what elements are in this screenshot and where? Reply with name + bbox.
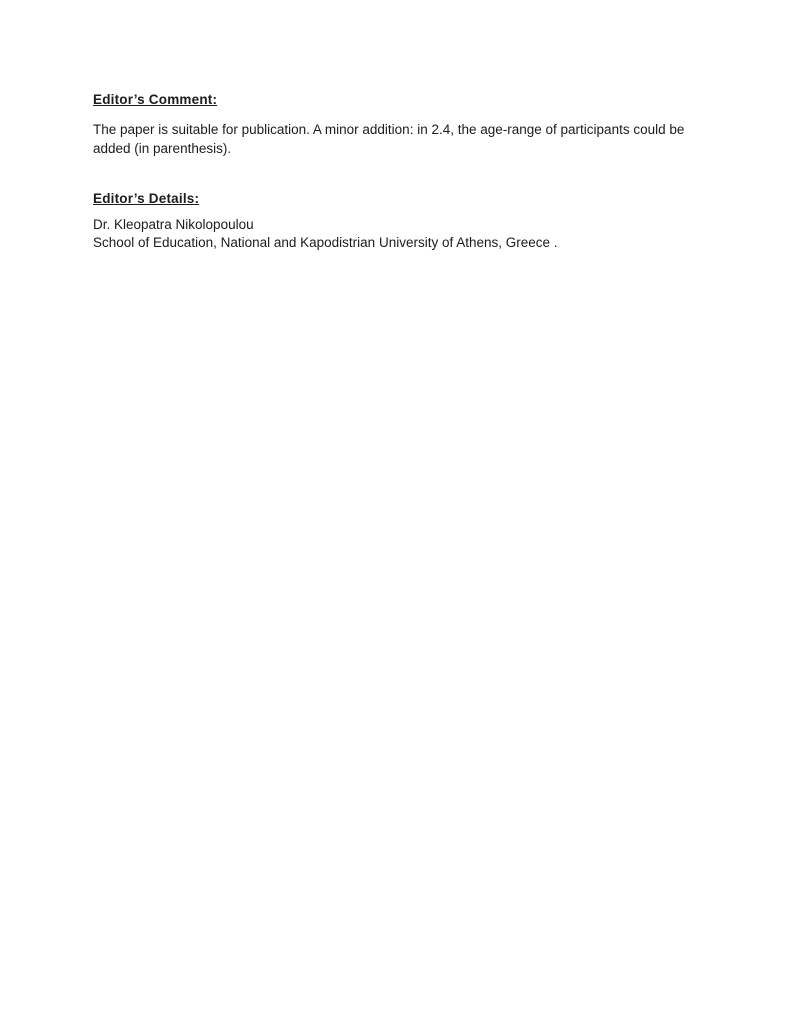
editors-details-block	[93, 216, 703, 251]
comment-line-2: added (in parenthesis).	[93, 140, 232, 156]
editors-comment-paragraph	[93, 121, 703, 158]
editors-details-heading: Editor’s Details:	[93, 191, 200, 206]
document-content	[93, 91, 703, 251]
details-line-1: Dr. Kleopatra Nikolopoulou	[93, 217, 254, 232]
details-line-2: School of Education, National and Kapodistrian University of Athens, Greece .	[93, 234, 558, 250]
editors-comment-heading: Editor’s Comment:	[93, 92, 218, 107]
comment-line-1: The paper is suitable for publication. A minor addition: in 2.4, the age-range of participants could be	[93, 122, 685, 137]
